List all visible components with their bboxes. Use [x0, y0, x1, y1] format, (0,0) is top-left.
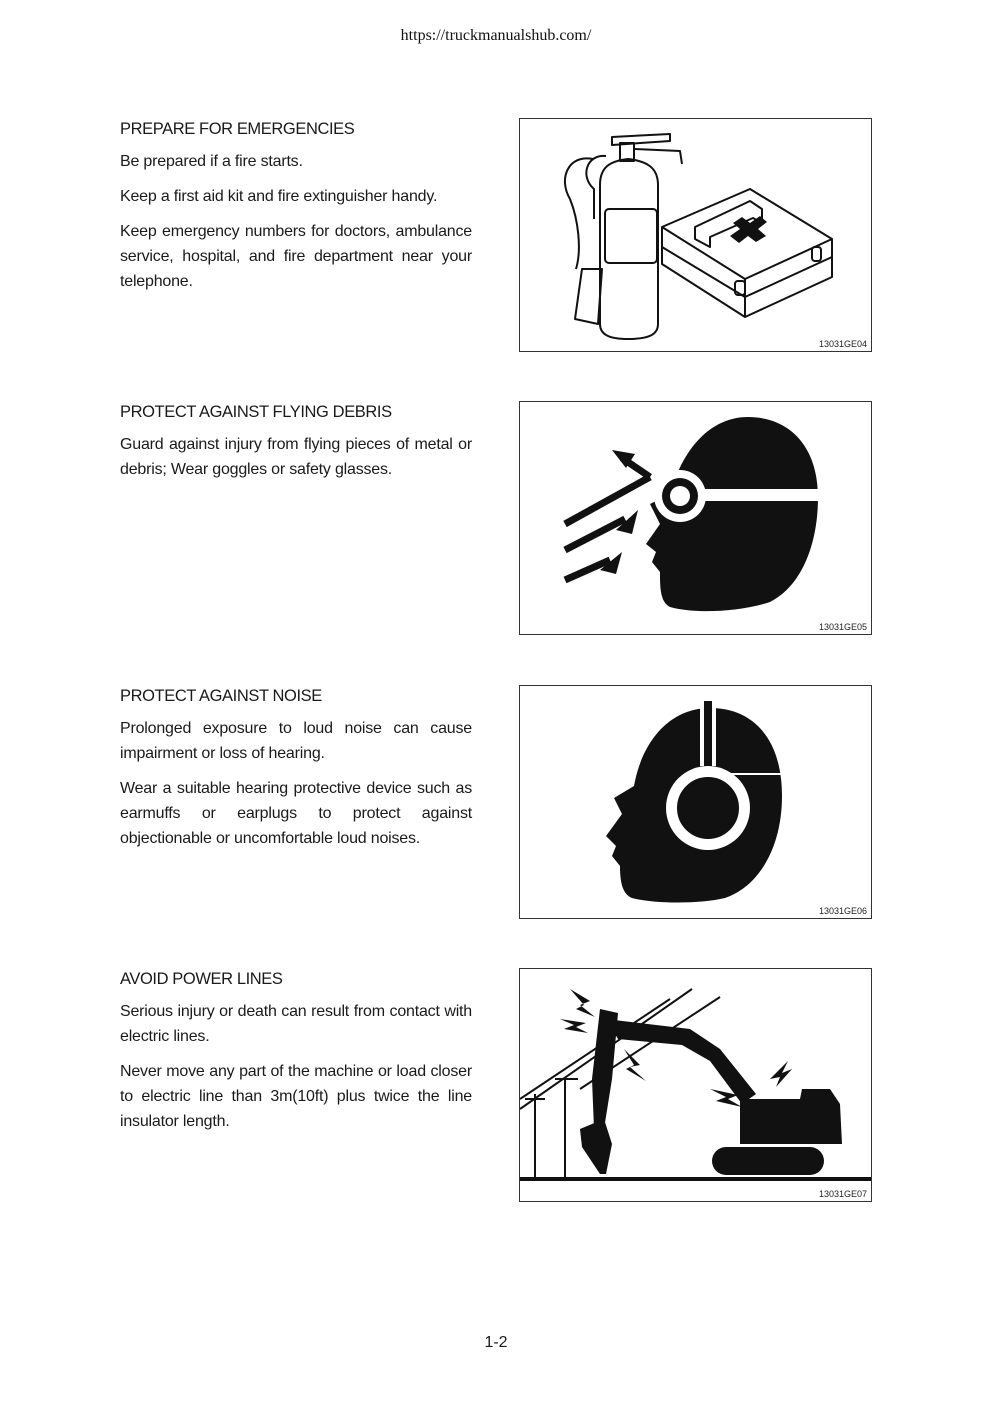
head-with-goggles-icon: [520, 402, 872, 635]
figure-code: 13031GE07: [818, 1189, 867, 1199]
section-heading: AVOID POWER LINES: [120, 970, 283, 988]
section-protect-against-noise: [120, 687, 472, 861]
section-heading: PROTECT AGAINST FLYING DEBRIS: [120, 403, 392, 421]
figure-code: 13031GE06: [818, 906, 867, 916]
head-with-earmuffs-icon: [520, 686, 872, 919]
section-paragraph: Prolonged exposure to loud noise can cause impairment or loss of hearing.: [120, 720, 472, 762]
figure-power-lines: [519, 968, 872, 1202]
section-paragraph: Keep emergency numbers for doctors, ambulance service, hospital, and fire department near your telephone.: [120, 223, 472, 290]
section-prepare-for-emergencies: [120, 120, 472, 304]
figure-code: 13031GE05: [818, 622, 867, 632]
page-number: 1-2: [484, 1334, 508, 1351]
section-paragraph: Guard against injury from flying pieces of metal or debris; Wear goggles or safety glasses.: [120, 436, 472, 478]
section-paragraph: Be prepared if a fire starts.: [120, 153, 303, 170]
section-avoid-power-lines: [120, 970, 472, 1144]
section-heading: PREPARE FOR EMERGENCIES: [120, 120, 355, 138]
figure-flying-debris: [519, 401, 872, 635]
section-paragraph: Serious injury or death can result from contact with electric lines.: [120, 1003, 472, 1045]
header-url: https://truckmanualshub.com/: [400, 27, 592, 44]
excavator-near-power-lines-icon: [520, 969, 872, 1202]
fire-extinguisher-and-first-aid-kit-icon: [520, 119, 872, 352]
figure-noise: [519, 685, 872, 919]
section-paragraph: Keep a first aid kit and fire extinguisher handy.: [120, 188, 438, 205]
figure-code: 13031GE04: [818, 339, 867, 349]
section-paragraph: Wear a suitable hearing protective device such as earmuffs or earplugs to protect against objectionable or uncomfortable loud noises.: [120, 780, 472, 847]
figure-fire-extinguisher: [519, 118, 872, 352]
section-protect-against-flying-debris: [120, 403, 472, 492]
section-paragraph: Never move any part of the machine or load closer to electric line than 3m(10ft) plus twice the line insulator length.: [120, 1063, 472, 1130]
section-heading: PROTECT AGAINST NOISE: [120, 687, 322, 705]
